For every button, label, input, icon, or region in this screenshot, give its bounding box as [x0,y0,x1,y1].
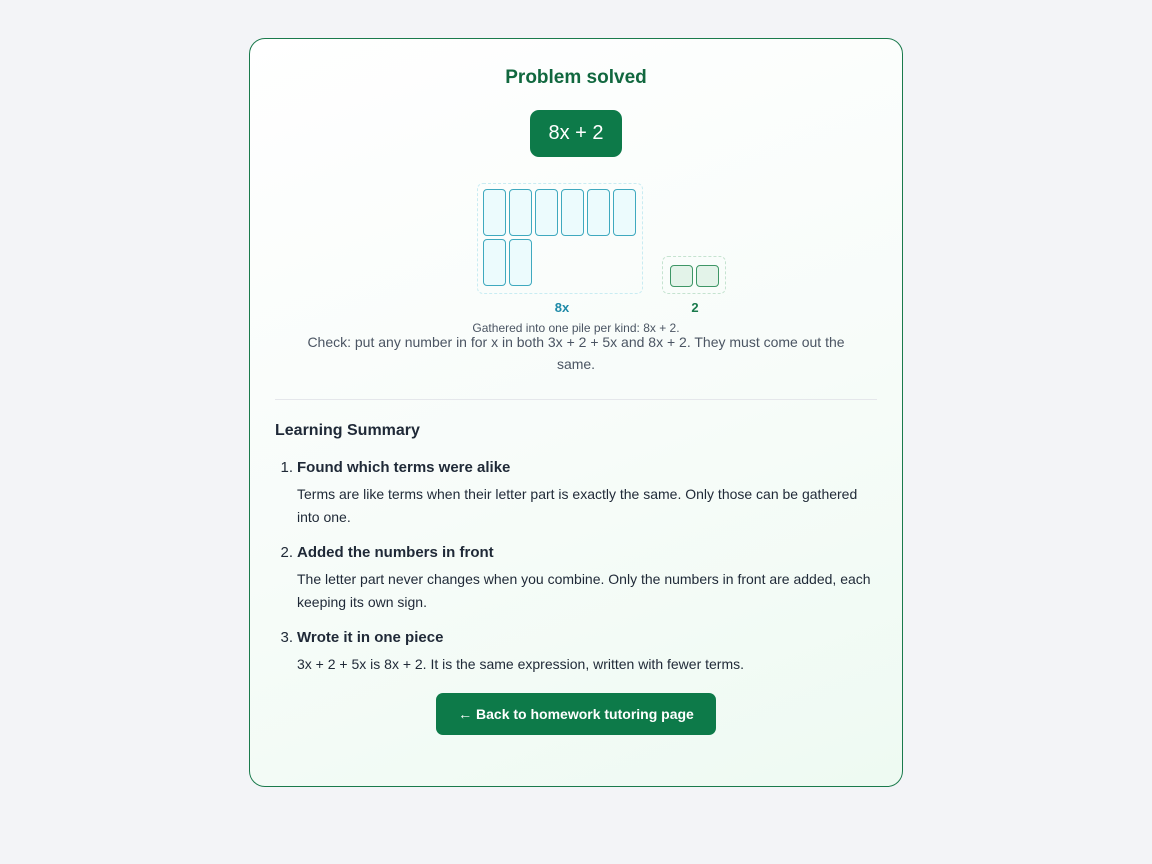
check-text: Check: put any number in for x in both 3x + 2 + 5x and 8x + 2. They must come out the same. [307,334,845,372]
summary-steps [275,458,877,676]
page-title: Problem solved [505,67,647,88]
x-tile [561,189,584,236]
x-tile [509,239,532,286]
summary-step [275,458,877,529]
unit-tile [696,265,719,287]
back-to-tutoring-button[interactable]: ← Back to homework tutoring page [436,693,716,735]
x-tile [587,189,610,236]
unit-tile [670,265,693,287]
constant-pile-label: 2 [691,300,699,315]
answer-wrap [275,110,877,158]
summary-step [275,628,877,676]
x-tile-pile [477,183,643,294]
answer-badge: 8x + 2 [530,110,621,157]
summary-title: Learning Summary [275,422,420,439]
summary-step [275,543,877,614]
step-heading: Added the numbers in front [297,544,494,561]
step-heading: Found which terms were alike [297,459,511,476]
x-tile [483,189,506,236]
x-tile [483,239,506,286]
step-number: 3. [280,629,293,646]
step-number: 2. [280,544,293,561]
step-heading: Wrote it in one piece [297,629,444,646]
step-body: 3x + 2 + 5x is 8x + 2. It is the same expression, written with fewer terms. [297,656,745,672]
result-card [249,38,903,787]
step-body: The letter part never changes when you combine. Only the numbers in front are added, each keeping its own sign. [297,571,871,610]
algebra-tiles [275,158,877,335]
divider [275,399,877,400]
step-number: 1. [280,459,293,476]
x-tile [509,189,532,236]
x-tile [535,189,558,236]
back-wrap [275,693,877,735]
constant-tile-pile [662,256,726,294]
x-tile [613,189,636,236]
x-pile-label: 8x [554,300,570,315]
tiles-caption: Gathered into one pile per kind: 8x + 2. [472,321,680,335]
step-body: Terms are like terms when their letter part is exactly the same. Only those can be gathered into one. [297,486,858,525]
